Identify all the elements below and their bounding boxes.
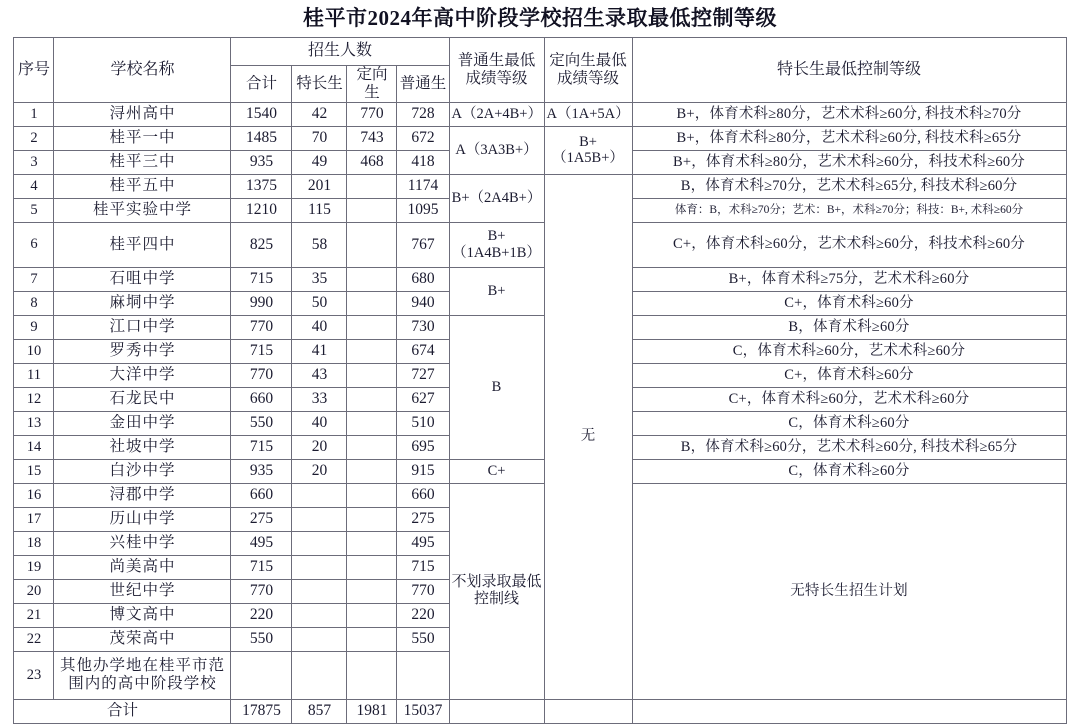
row-index: 3 (14, 150, 54, 174)
row-index: 17 (14, 507, 54, 531)
regular-count: 1174 (397, 174, 449, 198)
school-name: 麻垌中学 (54, 291, 231, 315)
school-name: 大洋中学 (54, 363, 231, 387)
regular-sum: 15037 (397, 699, 449, 723)
total-count: 770 (231, 363, 292, 387)
talent-min-level: B+，体育术科≥75分，艺术术科≥60分 (632, 267, 1066, 291)
targeted-count (347, 291, 397, 315)
regular-count: 627 (397, 387, 449, 411)
table-row (14, 483, 1066, 507)
talent-min-level: B，体育术科≥60分，艺术术科≥60分, 科技术科≥65分 (632, 435, 1066, 459)
total-count: 495 (231, 531, 292, 555)
school-name: 金田中学 (54, 411, 231, 435)
total-count: 770 (231, 579, 292, 603)
total-count: 935 (231, 150, 292, 174)
targeted-count (347, 198, 397, 222)
targeted-count: 468 (347, 150, 397, 174)
table-header (14, 38, 1066, 103)
total-count: 660 (231, 483, 292, 507)
regular-count: 680 (397, 267, 449, 291)
talent-count (292, 555, 347, 579)
table-row (14, 102, 1066, 126)
row-index: 10 (14, 339, 54, 363)
regular-grade-line2: （1A4B+1B） (452, 244, 541, 261)
header-total: 合计 (231, 66, 292, 103)
regular-count: 220 (397, 603, 449, 627)
regular-min-grade: B+ (449, 267, 544, 315)
targeted-count (347, 267, 397, 291)
total-count: 715 (231, 267, 292, 291)
header-regular-min-grade: 普通生最低成绩等级 (449, 38, 544, 103)
talent-count (292, 651, 347, 699)
total-count: 660 (231, 387, 292, 411)
talent-count: 49 (292, 150, 347, 174)
regular-count: 727 (397, 363, 449, 387)
total-count (231, 651, 292, 699)
talent-count: 43 (292, 363, 347, 387)
school-name: 桂平五中 (54, 174, 231, 198)
row-index: 16 (14, 483, 54, 507)
talent-sum: 857 (292, 699, 347, 723)
talent-min-level: C+，体育术科≥60分 (632, 363, 1066, 387)
row-index: 1 (14, 102, 54, 126)
row-index: 4 (14, 174, 54, 198)
total-count: 220 (231, 603, 292, 627)
targeted-count (347, 555, 397, 579)
talent-count: 20 (292, 459, 347, 483)
targeted-min-grade (544, 126, 632, 174)
header-regular: 普通生 (397, 66, 449, 103)
admission-table (13, 37, 1066, 724)
regular-count: 418 (397, 150, 449, 174)
targeted-count (347, 222, 397, 267)
regular-min-grade: A（2A+4B+） (449, 102, 544, 126)
regular-count: 275 (397, 507, 449, 531)
row-index: 20 (14, 579, 54, 603)
talent-count (292, 579, 347, 603)
talent-count: 201 (292, 174, 347, 198)
targeted-count (347, 627, 397, 651)
row-index: 11 (14, 363, 54, 387)
total-count: 1375 (231, 174, 292, 198)
regular-grade-line1: B+ (487, 228, 506, 245)
targeted-count (347, 339, 397, 363)
row-index: 21 (14, 603, 54, 627)
talent-min-level: C，体育术科≥60分，艺术术科≥60分 (632, 339, 1066, 363)
school-name: 桂平一中 (54, 126, 231, 150)
row-index: 22 (14, 627, 54, 651)
targeted-count (347, 603, 397, 627)
talent-count: 70 (292, 126, 347, 150)
regular-count: 940 (397, 291, 449, 315)
school-name: 其他办学地在桂平市范围内的高中阶段学校 (54, 651, 231, 699)
row-index: 14 (14, 435, 54, 459)
targeted-count (347, 174, 397, 198)
targeted-count (347, 531, 397, 555)
targeted-min-grade: 无 (544, 174, 632, 699)
targeted-count (347, 363, 397, 387)
talent-min-level: B+，体育术科≥80分，艺术术科≥60分, 科技术科≥70分 (632, 102, 1066, 126)
school-name: 江口中学 (54, 315, 231, 339)
total-count: 715 (231, 339, 292, 363)
table-row (14, 315, 1066, 339)
school-name: 历山中学 (54, 507, 231, 531)
header-enrollment-group: 招生人数 (231, 38, 449, 66)
header-talent-min-level: 特长生最低控制等级 (632, 38, 1066, 103)
regular-min-grade (449, 222, 544, 267)
total-regular-grade (449, 699, 544, 723)
row-index: 19 (14, 555, 54, 579)
talent-min-level: C，体育术科≥60分 (632, 411, 1066, 435)
school-name: 浔州高中 (54, 102, 231, 126)
total-targeted-grade (544, 699, 632, 723)
talent-count (292, 531, 347, 555)
row-index: 7 (14, 267, 54, 291)
total-count: 825 (231, 222, 292, 267)
regular-count: 495 (397, 531, 449, 555)
school-name: 桂平三中 (54, 150, 231, 174)
total-count: 715 (231, 435, 292, 459)
total-count: 275 (231, 507, 292, 531)
targeted-count: 770 (347, 102, 397, 126)
talent-min-level: C+，体育术科≥60分 (632, 291, 1066, 315)
row-index: 6 (14, 222, 54, 267)
total-count: 550 (231, 411, 292, 435)
targeted-count (347, 387, 397, 411)
talent-min-level: C+，体育术科≥60分，艺术术科≥60分，科技术科≥60分 (632, 222, 1066, 267)
regular-count (397, 651, 449, 699)
regular-count: 674 (397, 339, 449, 363)
talent-count (292, 507, 347, 531)
targeted-count (347, 651, 397, 699)
row-index: 8 (14, 291, 54, 315)
total-sum: 17875 (231, 699, 292, 723)
talent-count: 35 (292, 267, 347, 291)
total-count: 1210 (231, 198, 292, 222)
school-name: 尚美高中 (54, 555, 231, 579)
regular-min-grade: A（3A3B+） (449, 126, 544, 174)
table-row (14, 174, 1066, 198)
regular-count: 915 (397, 459, 449, 483)
header-school-name: 学校名称 (54, 38, 231, 103)
table-row (14, 459, 1066, 483)
total-count: 1485 (231, 126, 292, 150)
talent-min-level: 无特长生招生计划 (632, 483, 1066, 699)
talent-count: 58 (292, 222, 347, 267)
targeted-count (347, 411, 397, 435)
regular-min-grade (449, 483, 544, 699)
talent-min-level: B+，体育术科≥80分，艺术术科≥60分, 科技术科≥65分 (632, 126, 1066, 150)
regular-count: 660 (397, 483, 449, 507)
targeted-count: 743 (347, 126, 397, 150)
table-row (14, 222, 1066, 267)
targeted-grade-line1: B+ (579, 133, 597, 150)
row-index: 18 (14, 531, 54, 555)
table-row (14, 126, 1066, 150)
header-special-talent: 特长生 (292, 66, 347, 103)
regular-count: 730 (397, 315, 449, 339)
school-name: 石咀中学 (54, 267, 231, 291)
school-name: 世纪中学 (54, 579, 231, 603)
row-index: 13 (14, 411, 54, 435)
regular-count: 770 (397, 579, 449, 603)
school-name: 浔郡中学 (54, 483, 231, 507)
school-name: 社坡中学 (54, 435, 231, 459)
school-name: 桂平四中 (54, 222, 231, 267)
table-row (14, 267, 1066, 291)
school-name: 罗秀中学 (54, 339, 231, 363)
talent-min-level: 体育：B，术科≥70分；艺术：B+，术科≥70分；科技：B+, 术科≥60分 (632, 198, 1066, 222)
regular-min-grade: B+（2A4B+） (449, 174, 544, 222)
talent-min-level: C，体育术科≥60分 (632, 459, 1066, 483)
table-body (14, 102, 1066, 723)
header-index: 序号 (14, 38, 54, 103)
talent-count: 40 (292, 411, 347, 435)
targeted-grade-line2: （1A5B+） (552, 150, 624, 167)
targeted-count (347, 579, 397, 603)
row-index: 12 (14, 387, 54, 411)
regular-min-grade: B (449, 315, 544, 459)
talent-count (292, 603, 347, 627)
row-index: 2 (14, 126, 54, 150)
table-total-row (14, 699, 1066, 723)
targeted-count (347, 483, 397, 507)
row-index: 15 (14, 459, 54, 483)
talent-count: 20 (292, 435, 347, 459)
total-count: 715 (231, 555, 292, 579)
targeted-count (347, 435, 397, 459)
total-count: 990 (231, 291, 292, 315)
header-row-1 (14, 38, 1066, 66)
talent-count (292, 627, 347, 651)
school-name: 石龙民中 (54, 387, 231, 411)
talent-count (292, 483, 347, 507)
regular-grade-line2: 控制线 (473, 591, 519, 608)
row-index: 5 (14, 198, 54, 222)
header-targeted-min-grade: 定向生最低成绩等级 (544, 38, 632, 103)
school-name: 白沙中学 (54, 459, 231, 483)
regular-count: 672 (397, 126, 449, 150)
targeted-sum: 1981 (347, 699, 397, 723)
row-index: 23 (14, 651, 54, 699)
talent-count: 33 (292, 387, 347, 411)
talent-min-level: B，体育术科≥60分 (632, 315, 1066, 339)
regular-count: 1095 (397, 198, 449, 222)
talent-count: 50 (292, 291, 347, 315)
talent-min-level: B+，体育术科≥80分，艺术术科≥60分，科技术科≥60分 (632, 150, 1066, 174)
targeted-count (347, 507, 397, 531)
talent-count: 40 (292, 315, 347, 339)
total-count: 1540 (231, 102, 292, 126)
regular-count: 550 (397, 627, 449, 651)
regular-min-grade: C+ (449, 459, 544, 483)
regular-count: 695 (397, 435, 449, 459)
row-index: 9 (14, 315, 54, 339)
total-talent-level (632, 699, 1066, 723)
targeted-count (347, 459, 397, 483)
page-title: 桂平市2024年高中阶段学校招生录取最低控制等级 (303, 6, 777, 30)
regular-count: 715 (397, 555, 449, 579)
regular-count: 510 (397, 411, 449, 435)
regular-count: 728 (397, 102, 449, 126)
school-name: 博文高中 (54, 603, 231, 627)
talent-count: 41 (292, 339, 347, 363)
talent-count: 42 (292, 102, 347, 126)
header-targeted: 定向生 (347, 66, 397, 103)
school-name: 桂平实验中学 (54, 198, 231, 222)
talent-min-level: C+，体育术科≥60分，艺术术科≥60分 (632, 387, 1066, 411)
school-name: 茂荣高中 (54, 627, 231, 651)
total-count: 550 (231, 627, 292, 651)
school-name: 兴桂中学 (54, 531, 231, 555)
total-label: 合计 (14, 699, 231, 723)
regular-count: 767 (397, 222, 449, 267)
total-count: 935 (231, 459, 292, 483)
targeted-min-grade: A（1A+5A） (544, 102, 632, 126)
talent-count: 115 (292, 198, 347, 222)
targeted-count (347, 315, 397, 339)
talent-min-level: B，体育术科≥70分，艺术术科≥65分, 科技术科≥60分 (632, 174, 1066, 198)
regular-grade-line1: 不划录取最低 (451, 573, 542, 590)
total-count: 770 (231, 315, 292, 339)
